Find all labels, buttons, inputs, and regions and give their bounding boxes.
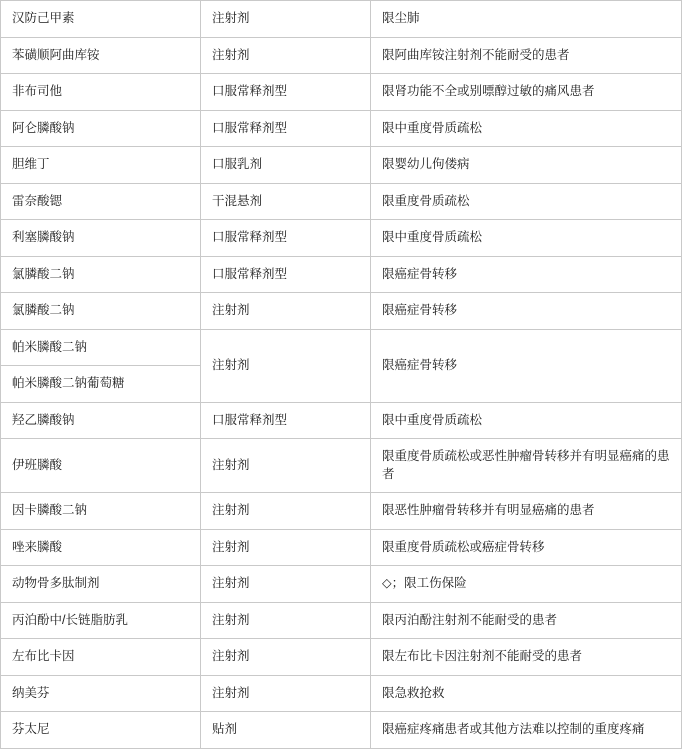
dosage-form-cell	[201, 183, 371, 220]
dosage-form-text: 口服常释剂型	[212, 84, 288, 98]
limitation-text: 限中重度骨质疏松	[382, 412, 483, 427]
limitation-text: 限急救抢救	[382, 685, 445, 700]
dosage-form-text: 注射剂	[212, 457, 250, 472]
dosage-form-cell	[201, 293, 371, 330]
limitation-text: 限阿曲库铵注射剂不能耐受的患者	[382, 47, 570, 62]
limitation-text: 限尘肺	[382, 11, 420, 25]
dosage-form-cell	[201, 329, 371, 402]
limitation-text: 限癌症骨转移	[382, 357, 458, 372]
limitation-text: 限左布比卡因注射剂不能耐受的患者	[382, 649, 583, 663]
table-row	[1, 493, 682, 530]
drug-name-text: 因卡膦酸二钠	[12, 503, 88, 517]
dosage-form-cell	[201, 493, 371, 530]
dosage-form-text: 干混悬剂	[212, 193, 263, 208]
dosage-form-text: 口服常释剂型	[212, 230, 288, 244]
drug-name-cell	[1, 602, 201, 639]
limitation-text: 限重度骨质疏松或恶性肿瘤骨转移并有明显癌痛的患者	[382, 449, 670, 481]
table-row	[1, 329, 682, 366]
dosage-form-text: 贴剂	[212, 722, 238, 736]
dosage-form-cell	[201, 37, 371, 74]
drug-name-cell	[1, 183, 201, 220]
drug-name-cell	[1, 639, 201, 676]
limitation-cell	[371, 329, 682, 402]
dosage-form-cell	[201, 220, 371, 257]
dosage-form-cell	[201, 1, 371, 38]
dosage-form-text: 注射剂	[212, 685, 250, 700]
dosage-form-cell	[201, 639, 371, 676]
drug-name-cell	[1, 566, 201, 603]
drug-name-cell	[1, 1, 201, 38]
table-row	[1, 110, 682, 147]
limitation-cell	[371, 529, 682, 566]
limitation-cell	[371, 493, 682, 530]
drug-name-text: 帕米膦酸二钠葡萄糖	[12, 376, 125, 390]
drug-name-cell	[1, 493, 201, 530]
dosage-form-cell	[201, 675, 371, 712]
drug-name-cell	[1, 37, 201, 74]
limitation-text: 限重度骨质疏松	[382, 193, 470, 208]
drug-name-cell	[1, 675, 201, 712]
table-row	[1, 639, 682, 676]
dosage-form-cell	[201, 110, 371, 147]
table-row	[1, 256, 682, 293]
limitation-cell	[371, 402, 682, 439]
dosage-form-text: 注射剂	[212, 576, 250, 590]
dosage-form-cell	[201, 256, 371, 293]
drug-name-text: 汉防己甲素	[12, 11, 75, 25]
limitation-text: 限丙泊酚注射剂不能耐受的患者	[382, 612, 558, 627]
drug-name-text: 利塞膦酸钠	[12, 230, 75, 244]
limitation-text: 限肾功能不全或别嘌醇过敏的痛风患者	[382, 84, 595, 98]
table-row	[1, 37, 682, 74]
dosage-form-text: 注射剂	[212, 612, 250, 627]
limitation-cell	[371, 602, 682, 639]
table-row	[1, 220, 682, 257]
limitation-cell	[371, 293, 682, 330]
table-row	[1, 1, 682, 38]
drug-name-cell	[1, 529, 201, 566]
drug-name-cell	[1, 147, 201, 184]
drug-name-cell	[1, 366, 201, 403]
drug-name-cell	[1, 712, 201, 749]
drug-name-text: 唑来膦酸	[12, 539, 63, 554]
dosage-form-text: 口服乳剂	[212, 157, 263, 171]
dosage-form-text: 注射剂	[212, 303, 250, 317]
dosage-form-text: 注射剂	[212, 503, 250, 517]
table-row	[1, 402, 682, 439]
limitation-text: 限癌症骨转移	[382, 266, 458, 281]
limitation-cell	[371, 37, 682, 74]
limitation-cell	[371, 110, 682, 147]
drug-name-cell	[1, 439, 201, 493]
dosage-form-text: 注射剂	[212, 47, 250, 62]
drug-name-text: 丙泊酚中/长链脂肪乳	[12, 612, 128, 627]
limitation-text: 限恶性肿瘤骨转移并有明显癌痛的患者	[382, 503, 595, 517]
dosage-form-cell	[201, 74, 371, 111]
table-row	[1, 147, 682, 184]
table-row	[1, 566, 682, 603]
limitation-text: 限婴幼儿佝偻病	[382, 157, 470, 171]
dosage-form-text: 口服常释剂型	[212, 266, 288, 281]
limitation-text: 限重度骨质疏松或癌症骨转移	[382, 539, 545, 554]
drug-name-text: 胆维丁	[12, 157, 50, 171]
limitation-text: 限中重度骨质疏松	[382, 120, 483, 135]
limitation-text: 限癌症疼痛患者或其他方法难以控制的重度疼痛	[382, 722, 645, 736]
dosage-form-cell	[201, 529, 371, 566]
dosage-form-text: 口服常释剂型	[212, 412, 288, 427]
drug-name-text: 羟乙膦酸钠	[12, 412, 75, 427]
table-row	[1, 74, 682, 111]
drug-name-text: 苯磺顺阿曲库铵	[12, 47, 100, 62]
drug-name-text: 帕米膦酸二钠	[12, 339, 88, 354]
table-row	[1, 293, 682, 330]
table-row	[1, 675, 682, 712]
limitation-cell	[371, 183, 682, 220]
drug-name-text: 左布比卡因	[12, 649, 75, 663]
table-row	[1, 183, 682, 220]
dosage-form-text: 口服常释剂型	[212, 120, 288, 135]
drug-name-text: 雷奈酸锶	[12, 193, 63, 208]
dosage-form-cell	[201, 402, 371, 439]
limitation-text: ◇；限工伤保险	[382, 576, 467, 590]
drug-name-text: 芬太尼	[12, 722, 50, 736]
drug-name-text: 非布司他	[12, 84, 63, 98]
limitation-cell	[371, 74, 682, 111]
dosage-form-text: 注射剂	[212, 11, 250, 25]
dosage-form-cell	[201, 712, 371, 749]
dosage-form-cell	[201, 602, 371, 639]
limitation-cell	[371, 675, 682, 712]
table-row	[1, 712, 682, 749]
drug-name-cell	[1, 329, 201, 366]
limitation-cell	[371, 220, 682, 257]
drug-name-cell	[1, 293, 201, 330]
drug-name-text: 伊班膦酸	[12, 457, 63, 472]
drug-name-cell	[1, 110, 201, 147]
limitation-cell	[371, 439, 682, 493]
drug-name-cell	[1, 74, 201, 111]
limitation-text: 限中重度骨质疏松	[382, 230, 483, 244]
table-row	[1, 602, 682, 639]
drug-name-cell	[1, 402, 201, 439]
drug-name-text: 氯膦酸二钠	[12, 303, 75, 317]
limitation-text: 限癌症骨转移	[382, 303, 458, 317]
drug-name-text: 动物骨多肽制剂	[12, 576, 100, 590]
table-row	[1, 439, 682, 493]
drug-name-cell	[1, 220, 201, 257]
table-body	[1, 1, 682, 749]
limitation-cell	[371, 1, 682, 38]
limitation-cell	[371, 712, 682, 749]
dosage-form-cell	[201, 439, 371, 493]
dosage-form-text: 注射剂	[212, 649, 250, 663]
dosage-form-text: 注射剂	[212, 539, 250, 554]
dosage-form-text: 注射剂	[212, 357, 250, 372]
drug-name-text: 阿仑膦酸钠	[12, 120, 75, 135]
dosage-form-cell	[201, 147, 371, 184]
limitation-cell	[371, 566, 682, 603]
drug-name-text: 纳美芬	[12, 685, 50, 700]
limitation-cell	[371, 256, 682, 293]
drug-name-text: 氯膦酸二钠	[12, 266, 75, 281]
limitation-cell	[371, 639, 682, 676]
table-row	[1, 529, 682, 566]
dosage-form-cell	[201, 566, 371, 603]
drug-name-cell	[1, 256, 201, 293]
limitation-cell	[371, 147, 682, 184]
